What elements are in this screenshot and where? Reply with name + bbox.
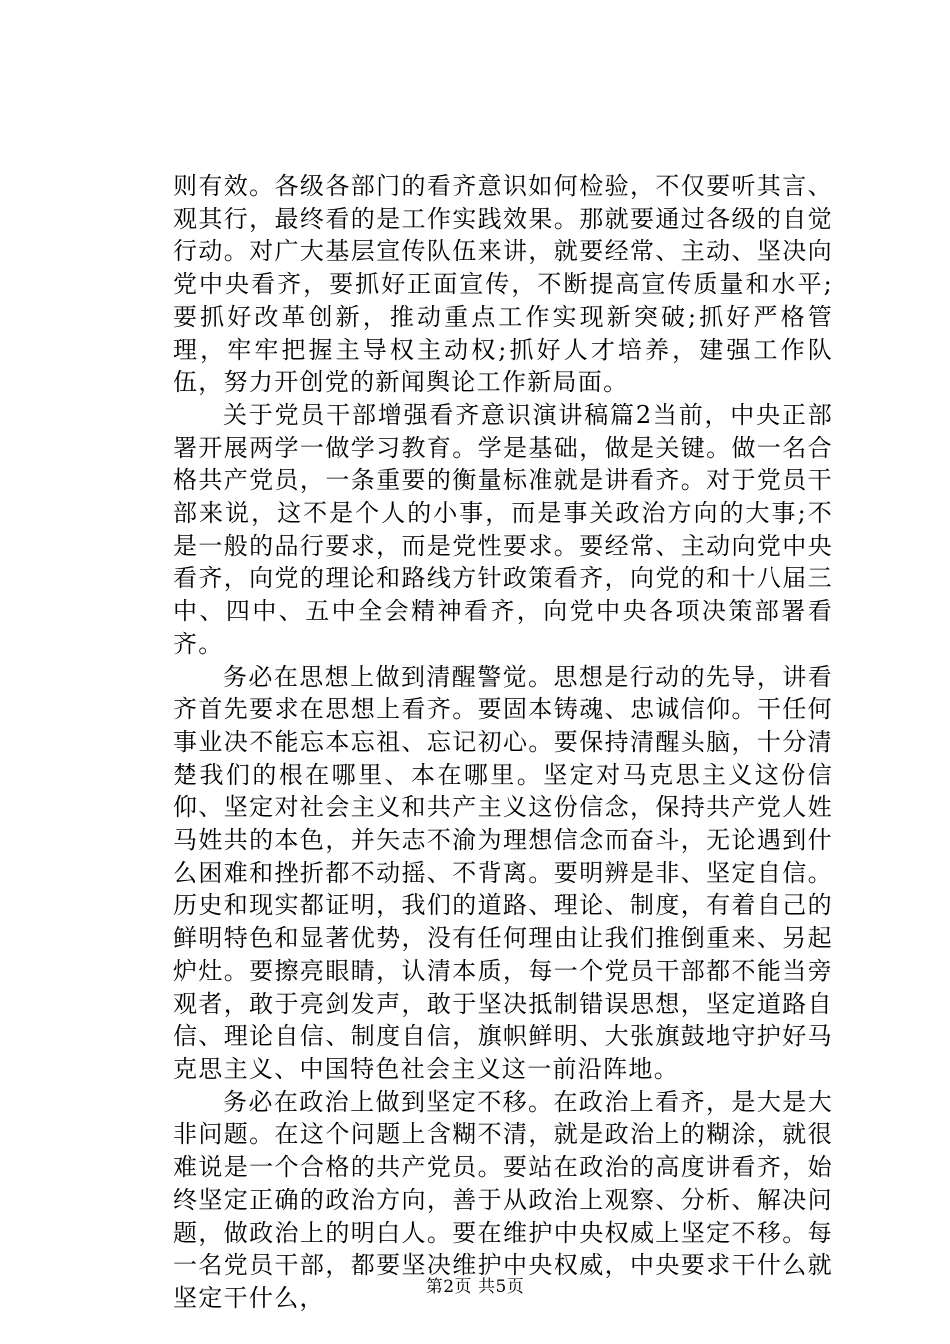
paragraph-3: 务必在思想上做到清醒警觉。思想是行动的先导，讲看齐首先要求在思想上看齐。要固本铸魂、忠诚信仰。干任何事业决不能忘本忘祖、忘记初心。要保持清醒头脑，十分清楚我们的根在哪里、本在哪里。坚定对马克思主义这份信仰、坚定对社会主义和共产主义这份信念，保持共产党人姓马姓共的本色，并矢志不渝为理想信念而奋斗，无论遇到什么困难和挫折都不动摇、不背离。要明辨是非、坚定自信。历史和现实都证明，我们的道路、理论、制度，有着自己的鲜明特色和显著优势，没有任何理由让我们推倒重来、另起炉灶。要擦亮眼睛，认清本质，每一个党员干部都不能当旁观者，敢于亮剑发声，敢于坚决抵制错误思想，坚定道路自信、理论自信、制度自信，旗帜鲜明、大张旗鼓地守护好马克思主义、中国特色社会主义这一前沿阵地。	[173, 662, 833, 1083]
document-body	[173, 170, 833, 1315]
paragraph-1: 则有效。各级各部门的看齐意识如何检验，不仅要听其言、观其行，最终看的是工作实践效果。那就要通过各级的自觉行动。对广大基层宣传队伍来讲，就要经常、主动、坚决向党中央看齐，要抓好正面宣传，不断提高宣传质量和水平;要抓好改革创新，推动重点工作实现新突破;抓好严格管理，牢牢把握主导权主动权;抓好人才培养，建强工作队伍，努力开创党的新闻舆论工作新局面。	[173, 172, 833, 397]
paragraph-4: 务必在政治上做到坚定不移。在政治上看齐，是大是大非问题。在这个问题上含糊不清，就是政治上的糊涂，就很难说是一个合格的共产党员。要站在政治的高度讲看齐，始终坚定正确的政治方向，善于从政治上观察、分析、解决问题，做政治上的明白人。要在维护中央权威上坚定不移。每一名党员干部，都要坚决维护中央权威，中央要求干什么就坚定干什么，	[173, 1087, 833, 1312]
paragraph-2: 关于党员干部增强看齐意识演讲稿篇2当前，中央正部署开展两学一做学习教育。学是基础，做是关键。做一名合格共产党员，一条重要的衡量标准就是讲看齐。对于党员干部来说，这不是个人的小事，而是事关政治方向的大事;不是一般的品行要求，而是党性要求。要经常、主动向党中央看齐，向党的理论和路线方针政策看齐，向党的和十八届三中、四中、五中全会精神看齐，向党中央各项决策部署看齐。	[173, 400, 833, 658]
page-number-footer: 第2页 共5页	[425, 1277, 525, 1297]
